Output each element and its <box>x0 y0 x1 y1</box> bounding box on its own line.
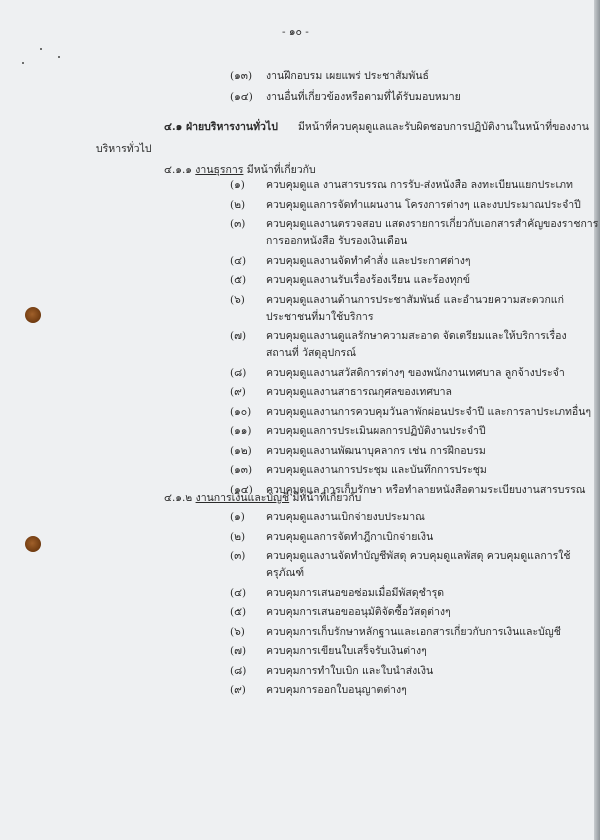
list-item-number: (๗) <box>230 330 247 342</box>
section-title: ฝ่ายบริหารงานทั่วไป <box>185 121 278 133</box>
list-item-text: งานอื่นที่เกี่ยวข้องหรือตามที่ได้รับมอบหมาย <box>266 91 461 103</box>
list-item-text: ควบคุมดูแลงานด้านการประชาสัมพันธ์ และอำนวยความสะดวกแก่ <box>266 293 564 306</box>
list-item-text: ควบคุมดูแลงานรับเรื่องร้องเรียน และร้องทุกข์ <box>266 274 471 286</box>
list-item-text: ควบคุมดูแลงานสวัสดิการต่างๆ ของพนักงานเทศบาล ลูกจ้างประจำ <box>266 366 565 379</box>
list-item-number: (๒) <box>230 530 246 543</box>
list-item-number: (๑๔) <box>230 483 253 496</box>
list-item-text: ควบคุมการเขียนใบเสร็จรับเงินต่างๆ <box>266 645 427 657</box>
section-intro: มีหน้าที่ควบคุมดูแลและรับผิดชอบการปฏิบัติงานในหน้าที่ของงาน <box>298 121 589 133</box>
list-item-number: (๑) <box>230 179 245 191</box>
list-item-number: (๑๒) <box>230 444 252 457</box>
subsection-heading <box>164 492 361 505</box>
list-item-number: (๑๓) <box>230 464 253 476</box>
list-item-number: (๑๓) <box>230 70 253 82</box>
subsection-suffix: มีหน้าที่เกี่ยวกับ <box>246 164 316 176</box>
list-item-text: ควบคุมดูแลการประเมินผลการปฏิบัติงานประจำปี <box>266 425 486 437</box>
list-item-text: ควบคุมการออกใบอนุญาตต่างๆ <box>266 684 407 696</box>
list-item-text: ควบคุมดูแล งานสารบรรณ การรับ-ส่งหนังสือ ลงทะเบียนแยกประเภท <box>266 179 573 191</box>
list-item-text-continued: ประชาชนที่มาใช้บริการ <box>266 310 374 323</box>
list-item-text: ควบคุมดูแลงานจัดทำคำสั่ง และประกาศต่างๆ <box>266 254 471 267</box>
section-number: ๔.๑ <box>164 121 183 133</box>
list-item-text: ควบคุมดูแลงานตรวจสอบ แสดงรายการเกี่ยวกับเอกสารสำคัญของราชการ <box>266 218 599 230</box>
subsection-number: ๔.๑.๒ <box>164 492 193 504</box>
list-item-number: (๔) <box>230 586 247 599</box>
list-item-number: (๑๐) <box>230 405 252 418</box>
list-item-text-continued: สถานที่ วัสดุอุปกรณ์ <box>266 347 356 359</box>
list-item-text: ควบคุมดูแลงานสาธารณกุศลของเทศบาล <box>266 386 452 398</box>
punch-hole <box>25 536 41 552</box>
list-item-number: (๙) <box>230 684 246 696</box>
list-item-text: ควบคุมการเสนอขออนุมัติจัดซื้อวัสดุต่างๆ <box>266 606 451 618</box>
list-item-text: ควบคุมการทำใบเบิก และใบนำส่งเงิน <box>266 664 434 677</box>
subsection-title: งานการเงินและบัญชี <box>195 492 290 504</box>
section-heading <box>164 121 278 134</box>
speck-mark <box>22 62 24 64</box>
subsection-suffix: มีหน้าที่เกี่ยวกับ <box>292 492 362 504</box>
list-item-number: (๙) <box>230 386 246 398</box>
list-item-text: ควบคุมการเก็บรักษาหลักฐานและเอกสารเกี่ยวกับการเงินและบัญชี <box>266 625 561 638</box>
list-item-number: (๘) <box>230 366 247 379</box>
list-item-text: ควบคุมการเสนอขอซ่อมเมื่อมีพัสดุชำรุด <box>266 586 445 599</box>
list-item-number: (๗) <box>230 645 247 657</box>
list-item-number: (๓) <box>230 218 246 230</box>
list-item-number: (๓) <box>230 550 246 562</box>
list-item-number: (๕) <box>230 274 247 286</box>
list-item-number: (๑) <box>230 511 245 523</box>
list-item-text: ควบคุมดูแลงานดูแลรักษาความสะอาด จัดเตรียมและให้บริการเรื่อง <box>266 330 567 342</box>
list-item-number: (๑๔) <box>230 91 253 103</box>
section-intro-continued: บริหารทั่วไป <box>96 143 152 155</box>
list-item-text: ควบคุมดูแลงานพัฒนาบุคลากร เช่น การฝึกอบรม <box>266 444 486 457</box>
list-item-number: (๕) <box>230 606 247 618</box>
list-item-text-continued: ครุภัณฑ์ <box>266 567 305 579</box>
list-item-text: ควบคุมดูแลการจัดทำฎีกาเบิกจ่ายเงิน <box>266 530 434 543</box>
list-item-number: (๑๑) <box>230 425 252 437</box>
speck-mark <box>40 48 42 50</box>
list-item-text: ควบคุมดูแลงานการควบคุมวันลาพักผ่อนประจำปี และการลาประเภทอื่นๆ <box>266 405 592 418</box>
page-number: - ๑๐ - <box>282 26 309 38</box>
list-item-number: (๔) <box>230 254 247 267</box>
list-item-text: ควบคุมดูแลงานการประชุม และบันทึกการประชุม <box>266 464 487 476</box>
list-item-number: (๖) <box>230 625 245 638</box>
page-edge-shadow <box>594 0 600 840</box>
subsection-number: ๔.๑.๑ <box>164 164 192 176</box>
subsection-title: งานธุรการ <box>195 164 244 176</box>
punch-hole <box>25 307 41 323</box>
list-item-text: ควบคุมดูแลงานเบิกจ่ายงบประมาณ <box>266 511 425 523</box>
list-item-number: (๖) <box>230 293 245 306</box>
subsection-heading <box>164 164 316 177</box>
list-item-text: ควบคุมดูแลการจัดทำแผนงาน โครงการต่างๆ และงบประมาณประจำปี <box>266 198 581 211</box>
speck-mark <box>58 56 60 58</box>
list-item-number: (๘) <box>230 664 247 677</box>
list-item-text: ควบคุมดูแล การเก็บรักษา หรือทำลายหนังสือตามระเบียบงานสารบรรณ <box>266 483 586 496</box>
list-item-text-continued: การออกหนังสือ รับรองเงินเดือน <box>266 235 408 247</box>
list-item-text: งานฝึกอบรม เผยแพร่ ประชาสัมพันธ์ <box>266 70 429 82</box>
list-item-text: ควบคุมดูแลงานจัดทำบัญชีพัสดุ ควบคุมดูแลพัสดุ ควบคุมดูแลการใช้ <box>266 550 571 562</box>
list-item-number: (๒) <box>230 198 246 211</box>
